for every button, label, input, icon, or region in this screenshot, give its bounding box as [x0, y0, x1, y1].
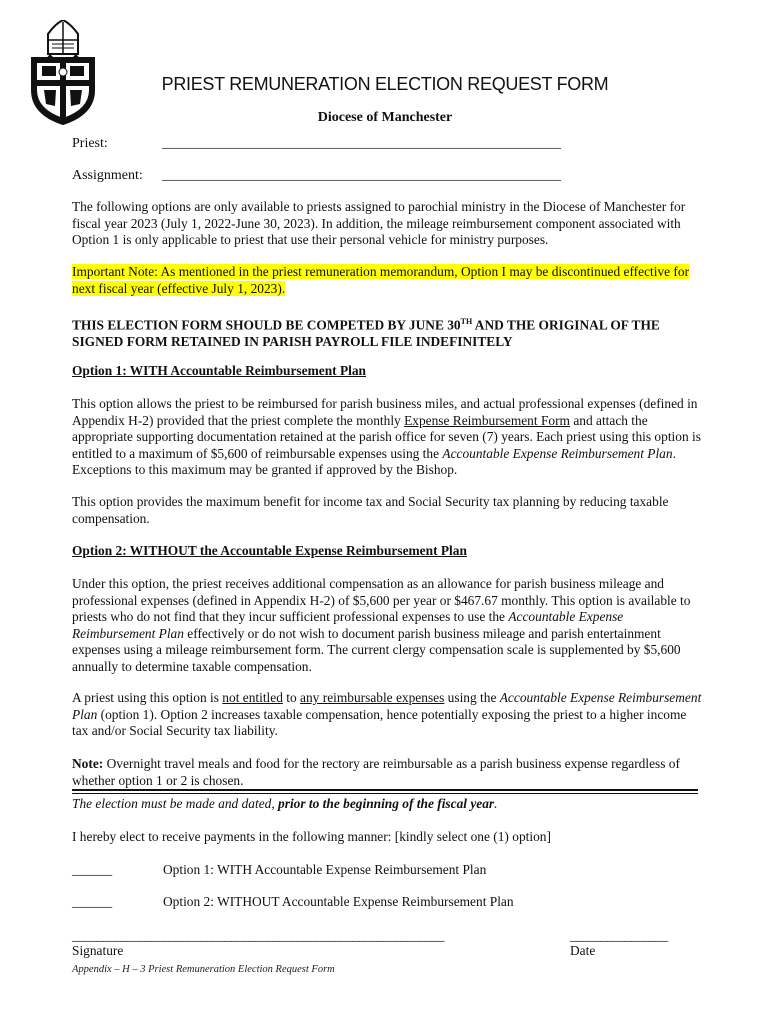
- option2-p2-plan-name: Accountable Expense Reimbursement Plan: [72, 690, 702, 722]
- option1-text-c: . Exceptions to this maximum may be granted if approved by the Bishop.: [72, 445, 676, 477]
- option2-text-b: effectively or do not wish to document parish business mileage and parish entertainment expenses using a mileage reimbursement form. The current clergy compensation scale is supplemented by $5,600 annually to determine taxable compensation.: [72, 625, 681, 674]
- deadline-superscript: TH: [460, 317, 473, 326]
- option2-paragraph-2: [72, 690, 702, 740]
- overnight-travel-note: [72, 756, 702, 789]
- option2-heading: Option 2: WITHOUT the Accountable Expense Reimbursement Plan: [72, 543, 467, 558]
- option2-plan-name: Accountable Expense Reimbursement Plan: [72, 609, 624, 641]
- election-text-bold: prior to the beginning of the fiscal year: [278, 796, 495, 811]
- intro-paragraph: The following options are only available to priests assigned to parochial ministry in the Diocese of Manchester for fiscal year 2023 (July 1, 2022-June 30, 2023). In addition, the mileage reimbursement component associated with Option 1 is only applicable to priest that use their personal vehicle for ministry purposes.: [72, 199, 686, 247]
- priest-blank-line[interactable]: _________________________________________________________: [162, 136, 561, 151]
- assignment-label: Assignment:: [72, 168, 143, 183]
- election-text-b: .: [494, 796, 498, 811]
- option2-paragraph-1: [72, 576, 702, 675]
- election-deadline-text: [72, 796, 702, 813]
- important-note: [72, 264, 702, 297]
- section-divider: [72, 789, 698, 794]
- diocese-subtitle: Diocese of Manchester: [317, 110, 453, 125]
- signature-line[interactable]: _____________________________________________________________: [72, 928, 444, 943]
- option2-p2-text-c: using the: [444, 690, 500, 705]
- option1-plan-name: Accountable Expense Reimbursement Plan: [442, 445, 673, 461]
- option1-select-label: Option 1: WITH Accountable Expense Reimbursement Plan: [163, 862, 487, 877]
- option2-p2-text-d: (option 1). Option 2 increases taxable compensation, hence potentially exposing the priest to a higher income tax and/or Social Security tax liability.: [72, 706, 687, 738]
- deadline-notice: [72, 314, 712, 350]
- option1-paragraph-1: [72, 396, 702, 479]
- option1-text-a: This option allows the priest to be reimbursed for parish business miles, and actual professional expenses (defined in Appendix H-2) provided that the priest complete the monthly: [72, 396, 698, 428]
- option1-heading: Option 1: WITH Accountable Reimbursement Plan: [72, 363, 366, 378]
- deadline-text-2: AND THE ORIGINAL OF THE SIGNED FORM RETAINED IN PARISH PAYROLL FILE INDEFINITELY: [72, 317, 660, 349]
- option1-text-b: and attach the appropriate supporting documentation retained at the parish office for seven (7) years. Each priest using this option is entitled to a maximum of $5,600 of reimbursable expenses using the: [72, 412, 701, 461]
- page-footer: Appendix – H – 3 Priest Remuneration Election Request Form: [72, 964, 335, 975]
- form-title: PRIEST REMUNERATION ELECTION REQUEST FORM: [161, 74, 609, 94]
- option2-select-blank[interactable]: ______: [72, 894, 113, 909]
- reimbursable-expenses-text: any reimbursable expenses: [300, 690, 445, 705]
- option2-p2-text-b: to: [282, 690, 301, 705]
- option1-select-blank[interactable]: ______: [72, 862, 113, 877]
- election-instruction: I hereby elect to receive payments in the following manner: [kindly select one (1) option]: [72, 829, 551, 844]
- note-label: Note:: [72, 756, 104, 771]
- deadline-text-1: THIS ELECTION FORM SHOULD BE COMPETED BY JUNE 30: [72, 317, 461, 333]
- not-entitled-text: not entitled: [222, 690, 283, 705]
- option2-select-label: Option 2: WITHOUT Accountable Expense Reimbursement Plan: [163, 894, 514, 909]
- option2-text-a: Under this option, the priest receives additional compensation as an allowance for parish business mileage and professional expenses (defined in Appendix H-2) of $5,600 per year or $467.67 monthly. This option is available to priests who do not find that they incur sufficient professional expenses to use the: [72, 576, 691, 624]
- date-label: Date: [570, 943, 596, 958]
- date-line[interactable]: ________________: [570, 928, 668, 943]
- option1-paragraph-2: This option provides the maximum benefit for income tax and Social Security tax planning by reducing taxable compensation.: [72, 494, 669, 526]
- option2-p2-text-a: A priest using this option is: [72, 690, 223, 705]
- note-text: Overnight travel meals and food for the rectory are reimbursable as a parish business expense regardless of whether option 1 or 2 is chosen.: [72, 756, 680, 788]
- important-note-text: Important Note: As mentioned in the priest remuneration memorandum, Option I may be discontinued effective for next fiscal year (effective July 1, 2023).: [72, 264, 690, 296]
- assignment-blank-line[interactable]: _________________________________________________________: [162, 168, 561, 183]
- priest-label: Priest:: [72, 136, 108, 151]
- election-text-a: The election must be made and dated,: [72, 796, 279, 811]
- expense-reimbursement-form-link[interactable]: Expense Reimbursement Form: [404, 412, 570, 428]
- signature-label: Signature: [72, 943, 124, 958]
